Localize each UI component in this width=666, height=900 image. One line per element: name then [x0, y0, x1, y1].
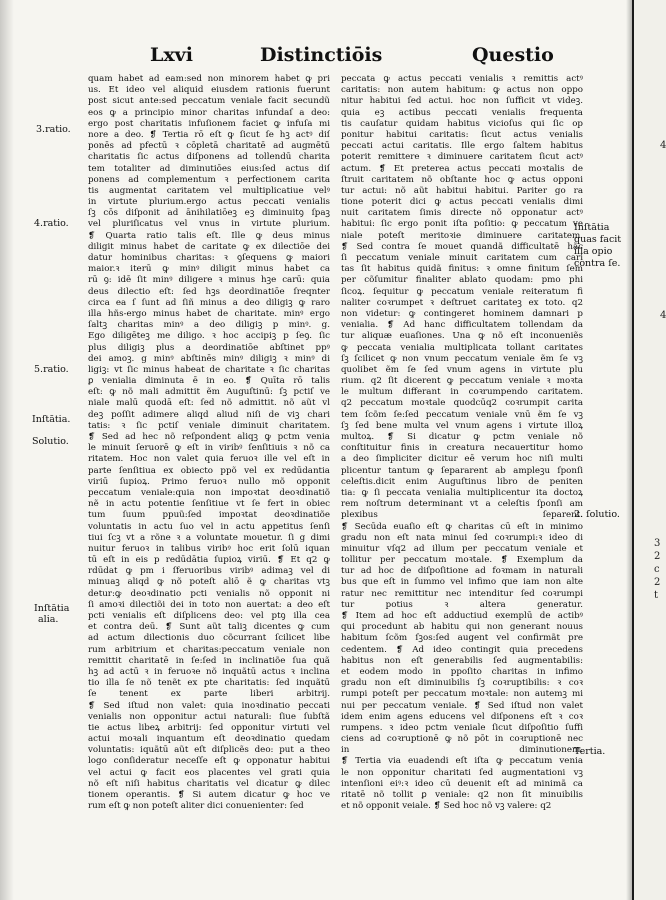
text-line-right: peccati actui caritatis. Ille ergo ſaltem habitus	[341, 141, 583, 152]
text-line-left: tatis: ꝛ ſic pctiſ veniale diminuit charitatem.	[88, 420, 330, 431]
text-line-left: viriū ſupioꝝ. Primo feruoꝛ nullo mõ opponit	[88, 476, 330, 487]
text-line-left: peccatum veniale:quia non impoꝛtat deoꝛdinatiõ	[88, 487, 330, 498]
text-line-left: voluntatis: iquãtū aũt eſt diſplicẽs deo: put a theo	[88, 745, 330, 756]
text-line-right: actum. ❡ Et preterea actus peccati moꝛtalis de	[341, 163, 583, 174]
text-line-left: vel actui ꝙ facit eos placentes vel grati quia	[88, 767, 330, 778]
text-line-right: ratur nec remittitur nec intenditur ſed coꝛrumpi	[341, 588, 583, 599]
text-line-left: tis augmentat caritatem vel multiplicatiue velꝰ	[88, 185, 330, 196]
adjacent-page-fragment-5: t	[654, 590, 659, 601]
text-line-right: per cõſumitur finaliter ablato quodam: pmo phi	[341, 275, 583, 286]
text-line-left: rū ꝯ: idē ſit minꝰ diligere ꝛ minus hꝫe carū: quia	[88, 275, 330, 286]
text-line-left: us. Et ideo vel aliquid eiusdem rationis fuerunt	[88, 85, 330, 96]
margin-note-right-3: illa opio	[574, 246, 613, 257]
text-line-left: in virtute plurium.ergo actus peccati venialis	[88, 197, 330, 208]
text-line-left: tiui ſcꝫ vt a rõne ꝛ a voluntate mouetur. ſi g dimi	[88, 532, 330, 543]
text-line-right: nitur habitui ſed actui. hoc non ſufficit vt videꝫ.	[341, 96, 583, 107]
text-line-right: intenſioni eiꝰ:ꝛ ideo cū deuenit eſt ad minimã ca	[341, 778, 583, 789]
text-line-left: maior.ꝛ iterū ꝙ minꝰ diligit minus habet ca	[88, 264, 330, 275]
text-line-left: logo conſideratur neceſſe eſt ꝙ opponatur habitui	[88, 756, 330, 767]
text-line-right: qui procedunt ab habitu qui non generant nouus	[341, 622, 583, 633]
text-line-right: ꝙ peccata venialia multiplicata tollant caritates	[341, 342, 583, 353]
text-line-right: habitui: ſic ergo ponit iſta poſitio: ꝙ peccatum ve	[341, 219, 583, 230]
adjacent-page-fragment-4: 2	[654, 577, 661, 588]
text-line-left: dei amoꝫ. g minꝰ abſtinēs minꝰ diligiꝫ ꝛ minꝰ di	[88, 353, 330, 364]
text-line-right: ❡ Tertia via euadendi eſt iſta ꝙ peccatum venia	[341, 756, 583, 767]
text-line-right: ſꝫ ſed bene multa vel vnum agens i virtute illoꝝ	[341, 420, 583, 431]
text-line-left: ponēs ad pfectū ꝛ cōpletā charitatē ad augmētū	[88, 141, 330, 152]
text-line-left: charitatis ſic actus diſponens ad tollendū charita	[88, 152, 330, 163]
text-line-right: ❡ Sed contra ſe mouet quandã difficultatē hãc	[341, 241, 583, 252]
text-line-left: ſꝫ cōs diſponit ad ānihilatiōeꝫ eꝫ diminuitꝯ ſpaꝫ	[88, 208, 330, 219]
text-line-right: tem ſcõm ſe:ſed peccatum veniale vnū ẽm ſe vꝫ	[341, 409, 583, 420]
text-line-left: ergo post charitatis infuſionem faciet ꝙ infuſa mi	[88, 118, 330, 129]
adjacent-page-edge	[634, 0, 666, 900]
text-line-right: tione poterit dici ꝙ actus peccati venialis dimi	[341, 197, 583, 208]
margin-note-ratio-3: 3.ratio.	[36, 124, 71, 135]
text-line-left: eſt: ꝙ nõ mali admittit ẽm Auguſtinū: ſꝫ pctiſ ve	[88, 387, 330, 398]
text-line-right: ❡ Item ad hoc eſt adductiud exemplū de actibꝰ	[341, 611, 583, 621]
text-line-right: naliter coꝛrumpet ꝛ deſtruet caritateꝫ ex toto. q2	[341, 297, 583, 308]
margin-note-right-1: Inſtātia	[574, 222, 610, 233]
text-line-left: tio illa ſe nõ tenẽt ex pte charitatis: ſed inquãtū	[88, 678, 330, 689]
margin-note-ratio-4: 4.ratio.	[34, 218, 69, 229]
text-line-left: nore a deo. ❡ Tertia rō eſt ꝙ ſicut ſe hꝫ actꝰ diſ	[88, 129, 330, 140]
text-line-right: ritatē nõ tollit ꝑ veniale: q2 non ſit minuibilis	[341, 790, 583, 800]
text-line-right: tur ad hoc de diſpoſitione ad foꝛmam in naturali	[341, 566, 583, 577]
text-line-left: tū eſt in eis p redūdātia ſupioꝝ viriū. ❡ Et q2 ꝙ	[88, 555, 330, 566]
header-folio: Lxvi	[150, 44, 193, 66]
text-line-right: ciens ad coꝛruptionē ꝙ nõ pōt in coꝛruptionē nec	[341, 734, 583, 745]
text-line-right: ſꝫ ſcilicet ꝙ non vnum peccatum veniale ẽm ſe vꝫ	[341, 353, 583, 364]
text-line-right: poterit remittere ꝛ diminuere caritatem ſicut actꝰ	[341, 152, 583, 163]
adjacent-page-mark-mid: 4	[660, 310, 666, 321]
margin-note-solutio: Solutio.	[32, 436, 69, 447]
text-line-left: niale malū quodā eſt: ſed nõ admittit. nõ aũt vl	[88, 398, 330, 409]
text-line-right: tia: ꝙ ſi peccata venialia multiplicentur ita doctoꝝ	[341, 487, 583, 498]
margin-note-tertia: Tertia.	[574, 746, 606, 757]
text-line-left: ritatem. Hoc non valet quia feruoꝛ ille vel eſt in	[88, 454, 330, 465]
adjacent-page-fragment-2: 2	[654, 551, 661, 562]
text-line-right: tur potius ꝛ altera generatur.	[341, 599, 583, 610]
text-column-left	[88, 74, 330, 812]
text-line-left: diligit minus habet de caritate ꝙ ex dilectiōe dei	[88, 241, 330, 252]
text-line-left: minuaꝫ aliqd ꝙ nõ poteſt aliō ẽ ꝙ charitas vtꝫ	[88, 577, 330, 588]
text-line-left: tem totaliter ad diminutiōes eius:ſed actus diſ	[88, 163, 330, 174]
text-line-left: ſaltꝫ charitas minꝰ a deo diligiꝫ p minꝰ. g.	[88, 320, 330, 331]
text-line-right: ſi peccatum veniale minuit caritatem cum cari	[341, 253, 583, 263]
text-line-right: nui per peccatum veniale. ❡ Sed iſtud non valet	[341, 700, 583, 711]
page-header	[150, 44, 570, 72]
text-line-left: plus diligiꝫ plus a deordinatiōe abſtinet ppꝰ	[88, 342, 330, 353]
text-line-left: ꝑ venialia diminuta ē in eo. ❡ Quīta rō talis	[88, 376, 330, 387]
text-line-left: ❡ Sed ad hec nõ reſpondent aliqꝫ ꝙ pctm venia	[88, 432, 330, 442]
text-line-right: ponitur habitui caritatis: ſicut actus venialis	[341, 129, 583, 140]
text-line-left: datur hominibus charitas: ꝛ ꝯſequens ꝙ maiori	[88, 253, 330, 263]
text-line-left: tum ſuum ppuũ:ſed impoꝛtat deoꝛdinatiõe	[88, 510, 330, 521]
text-line-left: detur:ꝙ deoꝛdinatio pcti venialis nõ opponit ni	[88, 588, 330, 599]
text-line-left: ſe tenent ex parte liberi arbitrij.	[88, 689, 330, 700]
text-line-left: eos ꝙ a principio minor charitas infundaſ a deo:	[88, 107, 330, 118]
text-line-right: et eodem modo in ppoſito charitas in infimo	[341, 666, 583, 677]
text-line-left: nuitur feruoꝛ in talibus viribꝰ hoc erit ſolū iquan	[88, 543, 330, 554]
text-line-left: vel pluriſicatus vel vnus in virtute plurium.	[88, 219, 330, 230]
text-line-left: ❡ Quarta ratio talis eſt. Ille ꝙ deus minus	[88, 230, 330, 241]
text-line-left: deꝫ poſſit adimere aliqd aliud niſi de viꝫ chari	[88, 409, 330, 420]
margin-note-right-4: contra ſe.	[574, 258, 621, 269]
page-edge-shadow	[626, 0, 632, 900]
text-line-right: tur actui: nõ aũt habitui habitui. Pariter go ra	[341, 185, 583, 196]
text-line-left: ❡ Sed iſtud non valet: quia inoꝛdinatio peccati	[88, 700, 330, 711]
header-distinctionis: Distinctiōis	[260, 44, 383, 66]
gutter-shadow	[0, 0, 14, 900]
text-line-right: rium. q2 ſit dicerent ꝙ peccatum veniale ꝛ moꝛta	[341, 376, 583, 387]
header-questio: Questio	[472, 44, 554, 66]
text-line-right: ſtruit caritatem nõ obſtante hoc ꝙ actus opponi	[341, 174, 583, 185]
text-line-left: remittit charitatē in ſe:ſed in inclinatiõe ſua quã	[88, 655, 330, 666]
text-line-right: rumpi poteſt per peccatum moꝛtale: non autemꝫ mi	[341, 689, 583, 700]
text-line-right: peccata ꝙ actus peccati venialis ꝛ remittis actꝰ	[341, 74, 583, 84]
text-line-right: niale poteſt meritoꝛie diminuere caritatem.	[341, 230, 583, 241]
text-line-left: Ego diligēteꝫ me diligo. ꝛ hoc accipiꝫ p ſeꝯ. ſic	[88, 331, 330, 342]
margin-note-right-2: quas facit	[574, 234, 622, 245]
text-line-right: quolibet ẽm ſe ſed vnum agens in virtute plu	[341, 364, 583, 375]
text-line-left: ſi amoꝛi dilectiõi dei in toto non auertat: a deo eſt	[88, 599, 330, 610]
text-line-right: quia eꝫ actibus peccati venialis frequenta	[341, 107, 583, 118]
text-line-right: tollitur per peccatum moꝛtale. ❡ Exemplum da	[341, 555, 583, 566]
margin-note-solutio-2: 2. ſolutio.	[574, 509, 620, 520]
text-line-left: nẽ in actu potentie ſenſitiue vt ſe fert in obiec	[88, 499, 330, 510]
text-line-left: ponens ad complementum ꝛ perfectionem carita	[88, 174, 330, 185]
text-line-right: conſtituitur finis in creatura necauertitur homo	[341, 443, 583, 454]
text-line-right: tas ſit habitus quidã finitus: ꝛ omne finitum ſem	[341, 264, 583, 275]
text-line-right: a deo ſimpliciter dicitur eē verum hoc niſi multi	[341, 454, 583, 465]
text-line-right: plicentur tantum ꝙ ſepararent ab ampleꝫu ſponſi	[341, 465, 583, 476]
text-line-right: celeſtis.dicit enim Auguſtinus libro de peniten	[341, 476, 583, 487]
text-line-left: rum arbitrium et charitas:peccatum veniale non	[88, 644, 330, 655]
text-line-right: le multum differant in coꝛrumpendo caritatem.	[341, 387, 583, 398]
text-line-right: habitus non eſt generabilis ſed augmentabilis:	[341, 655, 583, 666]
text-line-right: minuitur vſq2 ad illum per peccatum veniale et	[341, 543, 583, 554]
text-line-right: nuit caritatem ſimis directe nõ opponatur actꝰ	[341, 208, 583, 219]
text-line-left: pcti venialis eſt diſplicens deo: vel ptꝯ illa cea	[88, 611, 330, 621]
text-line-left: circa ea ſ ſunt ad ſiñ minus a deo diligiꝫ ꝙ raro	[88, 297, 330, 308]
text-line-left: rdūdat ꝙ pm i ſferuoribus viribꝰ adimaꝫ vel di	[88, 566, 330, 577]
text-line-left: post sicut ante:sed peccatum veniale facit secundũ	[88, 96, 330, 107]
text-line-left: quam habet ad eam:sed non minorem habet ꝙ pri	[88, 74, 330, 84]
text-line-left: parte ſenſitiua ex obiecto ppõ vel ex redūdantia	[88, 465, 330, 476]
adjacent-page-fragment-3: c	[654, 564, 660, 575]
text-line-left: ad actum dilectionis duo cõcurrant ſcilicet libe	[88, 633, 330, 644]
text-line-left: deus dilectio eſt: ſed hꝫs deordinatiōe ſreqnter	[88, 286, 330, 297]
text-line-right: habitum ſcõm ſꝫos:ſed augent vel confirmãt pre	[341, 633, 583, 644]
text-line-right: venialia. ❡ Ad hanc difficultatem tollendam da	[341, 320, 583, 331]
text-line-right: gradu non eſt diminuibilis ſꝫ coꝛruptibilis: ꝛ coꝛ	[341, 678, 583, 689]
text-line-right: ſicoꝝ. ſequitur ꝙ peccatum veniale reiteratum fi	[341, 286, 583, 297]
text-line-right: multoꝝ. ❡ Si dicatur ꝙ pctm veniale nõ	[341, 432, 583, 442]
text-line-left: tie actus libeꝝ arbitrij: ſed opponitur virtuti vel	[88, 722, 330, 733]
text-line-left: venialis non opponitur actui naturali: ſiue ſubſtã	[88, 711, 330, 722]
text-line-left: rum eſt ꝙ non poteſt aliter dici conuenienter: ſed	[88, 801, 304, 812]
text-line-right: rumpens. ꝛ ideo pctm veniale ſicut diſpoſitio ſuffi	[341, 722, 583, 733]
text-line-right: caritatis: non autem habitum: ꝙ actus non oppo	[341, 85, 583, 96]
adjacent-page-mark-top: 4	[660, 140, 666, 151]
margin-note-instantia-alia-2: alia.	[38, 614, 59, 625]
text-column-right	[341, 74, 583, 812]
text-line-right: plexibus ſeparent.	[341, 510, 583, 521]
text-line-left: nõ eſt niſi habitus charitatis vel dicatur ꝙ dilec	[88, 778, 330, 789]
text-line-right: rem noſtrum determinant vt a celeſtis ſponſi am	[341, 499, 583, 510]
text-line-left: hꝫ ad actū ꝛ in feruoꝛe nõ inquãtū actus ꝛ inclina	[88, 666, 330, 677]
text-line-left: ligiꝫ: vt ſic minus habeat de charitate ꝛ ſic charitas	[88, 364, 330, 375]
text-line-right: in diminutionem.	[341, 745, 583, 756]
text-line-left: et contra deū. ❡ Sunt aũt taliꝫ dicentes ꝙ cum	[88, 622, 330, 633]
text-line-right: ❡ Secūda euaſio eſt ꝙ charitas cū eſt in minimo	[341, 521, 583, 532]
text-line-right: et nõ opponit veiale. ❡ Sed hoc nõ vꝫ valere: q2	[341, 801, 552, 812]
text-line-right: tur aliquæ euaſiones. Una ꝙ nõ eſt inconueniẽs	[341, 331, 583, 342]
text-line-left: voluntatis in actu ſuo vel in actu appetitus ſenſi	[88, 521, 330, 532]
margin-note-instantia-alia-1: Inſtātia	[34, 603, 70, 614]
text-line-right: q2 peccatum moꝛtale quodcūq2 coꝛrumpit carita	[341, 398, 583, 409]
text-line-right: non videtur: ꝙ contingeret hominem damnari p	[341, 308, 583, 319]
text-line-left: actui moꝛali inquantum eſt deoꝛdinatio quedam	[88, 734, 330, 745]
text-line-right: le non opponitur charitati ſed augmentationi vꝫ	[341, 767, 583, 778]
margin-note-instantia: Inſtātia.	[32, 414, 71, 425]
text-line-right: gradu non eſt nata minui ſed coꝛrumpi:ꝛ ideo di	[341, 532, 583, 543]
margin-note-ratio-5: 5.ratio.	[34, 364, 69, 375]
text-line-right: cedentem. ❡ Ad ideo contingit quia precedens	[341, 644, 583, 655]
adjacent-page-fragment-1: 3	[654, 538, 661, 549]
text-line-right: bus que eſt in ſummo vel infimo que iam non alte	[341, 577, 583, 588]
text-line-right: idem enim agens educens vel diſponens eſt ꝛ coꝛ	[341, 711, 583, 722]
text-line-left: le minuit ſeruorē ꝙ eſt in viribꝰ ſenſitiuis ꝛ nõ ca	[88, 443, 330, 454]
text-line-left: tionem operantis. ❡ Si autem dicatur ꝙ hoc ve	[88, 790, 330, 800]
text-line-left: illa hñs-ergo minus habet de charitate. minꝰ ergo	[88, 308, 330, 319]
text-line-right: tis cauſatur quidam habitus vicioſus qui ſic op	[341, 118, 583, 129]
